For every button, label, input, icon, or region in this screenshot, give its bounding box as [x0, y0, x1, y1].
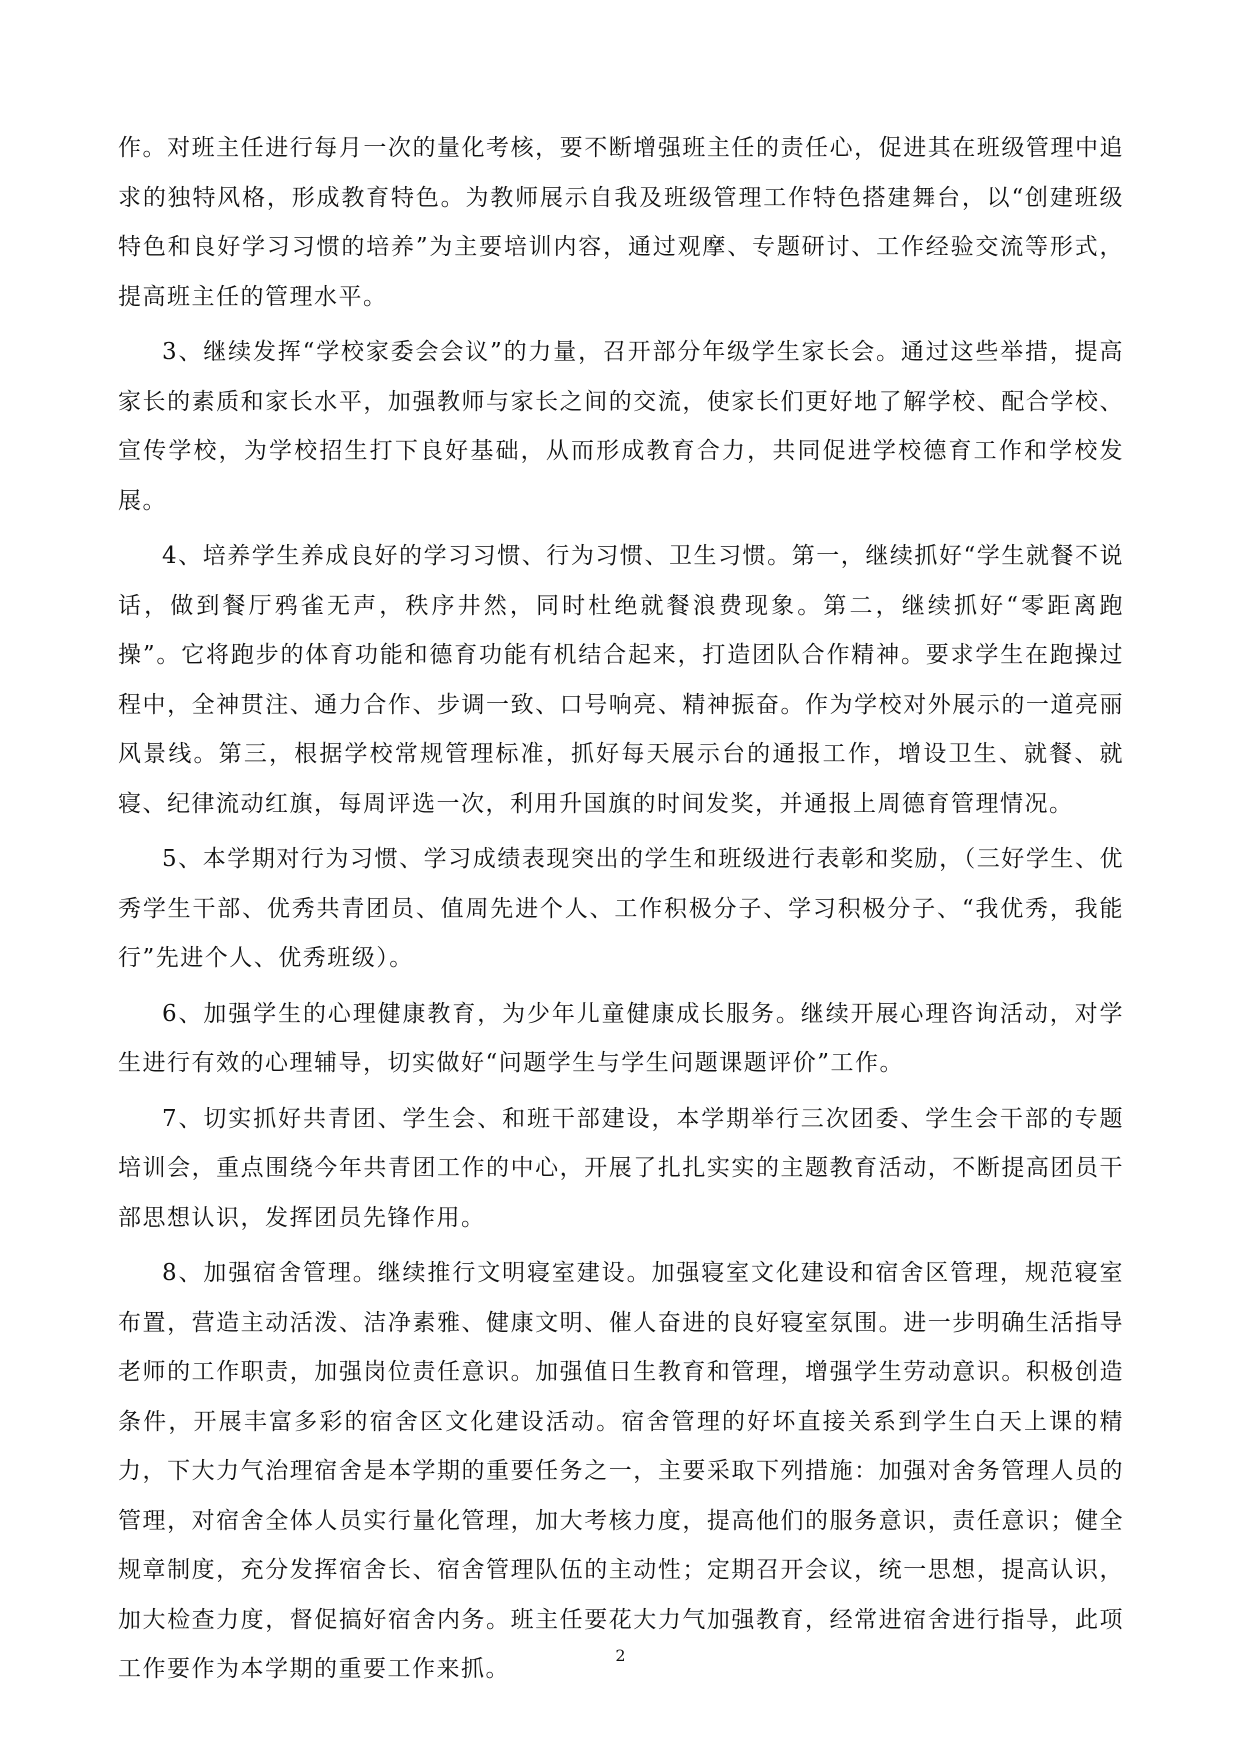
paragraph-item-4: 4、培养学生养成良好的学习习惯、行为习惯、卫生习惯。第一，继续抓好“学生就餐不说话，做到餐厅鸦雀无声，秩序井然，同时杜绝就餐浪费现象。第二，继续抓好“零距离跑操”。它将跑步的体育功能和德育功能有机结合起来，打造团队合作精神。要求学生在跑操过程中，全神贯注、通力合作、步调一致、口号响亮、精神振奋。作为学校对外展示的一道亮丽风景线。第三，根据学校常规管理标准，抓好每天展示台的通报工作，增设卫生、就餐、就寝、纪律流动红旗，每周评选一次，利用升国旗的时间发奖，并通报上周德育管理情况。	[118, 543, 1124, 817]
paragraph-continued: 作。对班主任进行每月一次的量化考核，要不断增强班主任的责任心，促进其在班级管理中追求的独特风格，形成教育特色。为教师展示自我及班级管理工作特色搭建舞台，以“创建班级特色和良好学习习惯的培养”为主要培训内容，通过观摩、专题研讨、工作经验交流等形式，提高班主任的管理水平。	[118, 135, 1124, 310]
paragraph-item-6: 6、加强学生的心理健康教育，为少年儿童健康成长服务。继续开展心理咨询活动，对学生进行有效的心理辅导，切实做好“问题学生与学生问题课题评价”工作。	[118, 1000, 1124, 1076]
page-number: 2	[615, 1646, 626, 1665]
paragraph-item-7: 7、切实抓好共青团、学生会、和班干部建设，本学期举行三次团委、学生会干部的专题培训会，重点围绕今年共青团工作的中心，开展了扎扎实实的主题教育活动，不断提高团员干部思想认识，发挥团员先锋作用。	[118, 1105, 1124, 1231]
paragraph-item-3: 3、继续发挥“学校家委会会议”的力量，召开部分年级学生家长会。通过这些举措，提高家长的素质和家长水平，加强教师与家长之间的交流，使家长们更好地了解学校、配合学校、宣传学校，为学校招生打下良好基础，从而形成教育合力，共同促进学校德育工作和学校发展。	[118, 339, 1124, 514]
paragraph-item-8: 8、加强宿舍管理。继续推行文明寝室建设。加强寝室文化建设和宿舍区管理，规范寝室布置，营造主动活泼、洁净素雅、健康文明、催人奋进的良好寝室氛围。进一步明确生活指导老师的工作职责，加强岗位责任意识。加强值日生教育和管理，增强学生劳动意识。积极创造条件，开展丰富多彩的宿舍区文化建设活动。宿舍管理的好坏直接关系到学生白天上课的精力，下大力气治理宿舍是本学期的重要任务之一，主要采取下列措施：加强对舍务管理人员的管理，对宿舍全体人员实行量化管理，加大考核力度，提高他们的服务意识，责任意识；健全规章制度，充分发挥宿舍长、宿舍管理队伍的主动性；定期召开会议，统一思想，提高认识，加大检查力度，督促搞好宿舍内务。班主任要花大力气加强教育，经常进宿舍进行指导，此项工作要作为本学期的重要工作来抓。	[118, 1260, 1124, 1682]
document-body	[118, 124, 1124, 1701]
paragraph-item-5: 5、本学期对行为习惯、学习成绩表现突出的学生和班级进行表彰和奖励，（三好学生、优秀学生干部、优秀共青团员、值周先进个人、工作积极分子、学习积极分子、“我优秀，我能行”先进个人、优秀班级）。	[118, 846, 1124, 971]
